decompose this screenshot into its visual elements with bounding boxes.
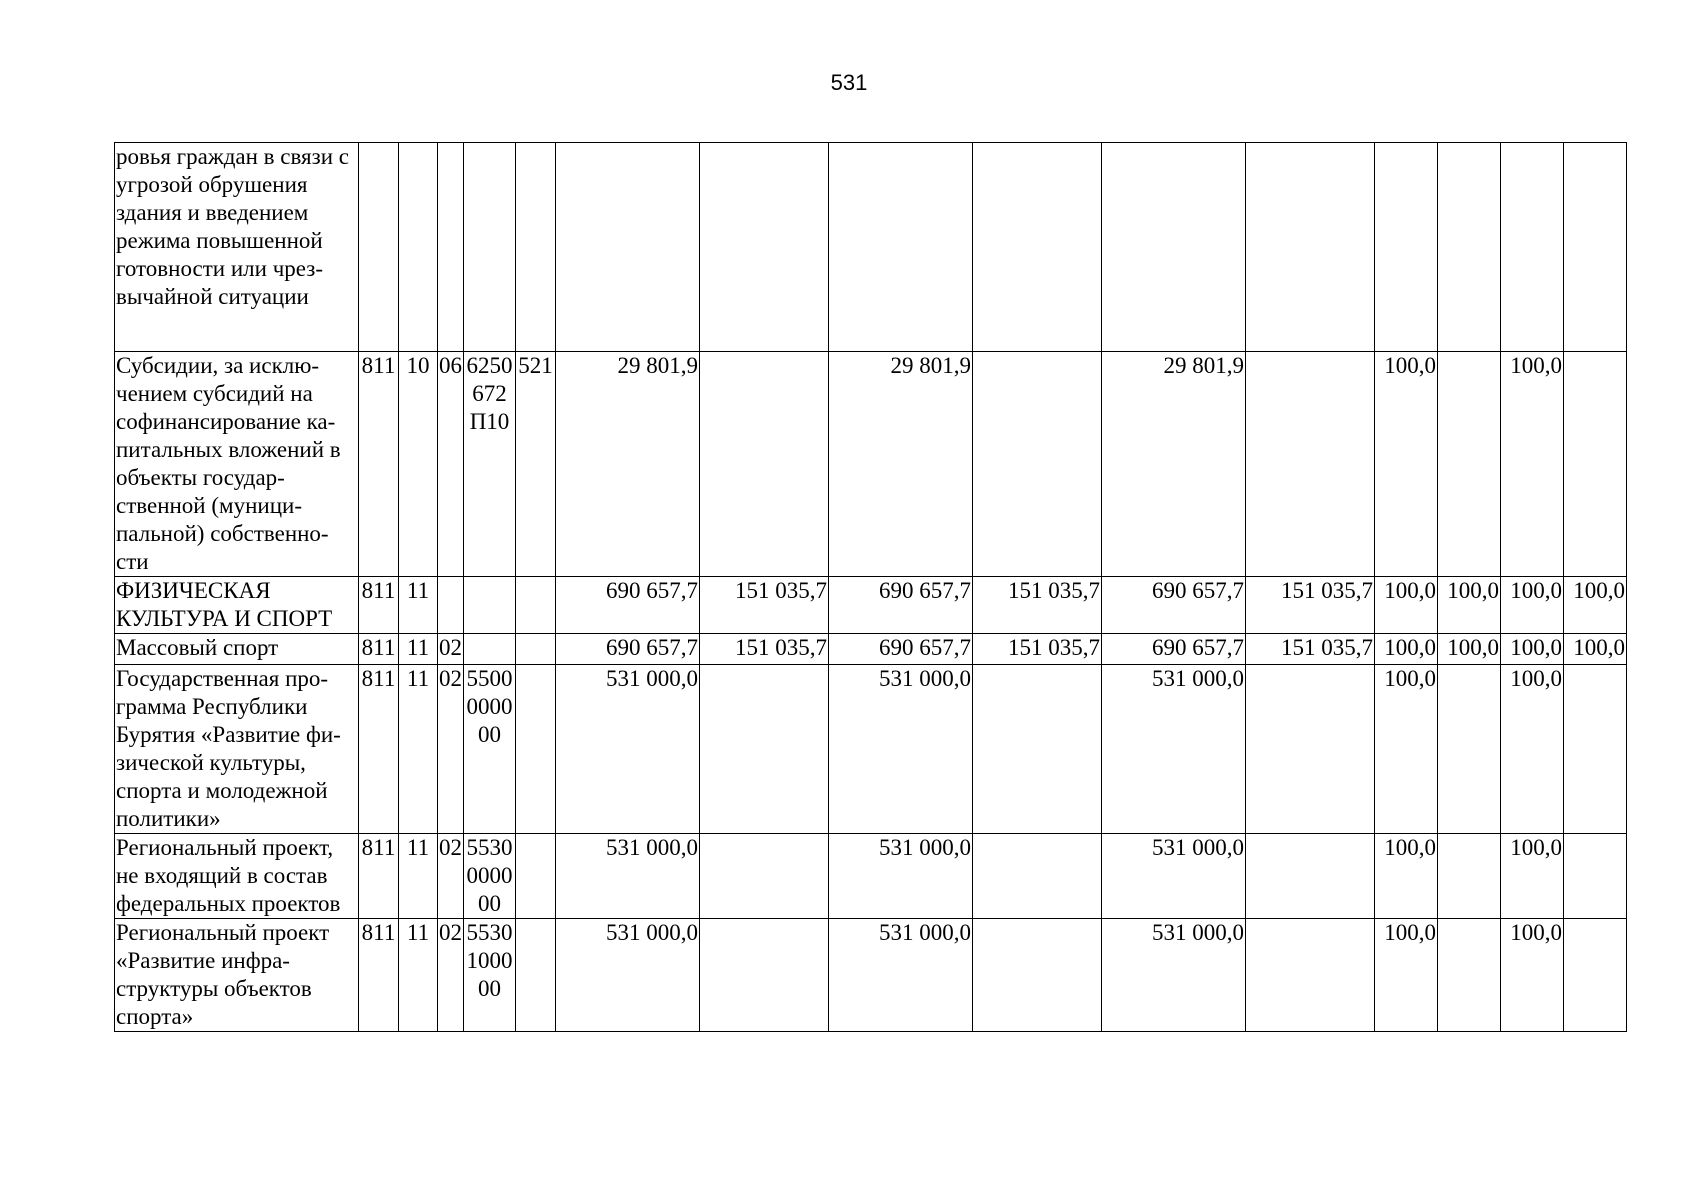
- row-name-cell: Государственная про-грамма Республики Бурятия «Развитие фи-зической культуры, спорта и молодежной политики»: [115, 665, 359, 834]
- executed-federal-cell: [1246, 665, 1375, 834]
- plan-federal-cell: [973, 919, 1102, 1032]
- expense-type-code-cell: [516, 665, 556, 834]
- target-item-code-cell: 6250672П10: [464, 352, 516, 577]
- target-item-code-cell: [464, 143, 516, 352]
- approved-total-cell: 531 000,0: [556, 665, 700, 834]
- percent-approved-total-cell: 100,0: [1375, 352, 1438, 577]
- section-code-cell: 11: [399, 665, 438, 834]
- row-name-cell: Региональный проект, не входящий в состав федеральных проектов: [115, 834, 359, 919]
- percent-plan-federal-cell: 100,0: [1564, 634, 1627, 665]
- percent-approved-total-cell: 100,0: [1375, 634, 1438, 665]
- section-code-cell: 10: [399, 352, 438, 577]
- approved-federal-cell: [700, 919, 829, 1032]
- plan-total-cell: [829, 143, 973, 352]
- expense-type-code-cell: 521: [516, 352, 556, 577]
- section-code-cell: 11: [399, 634, 438, 665]
- percent-plan-total-cell: 100,0: [1501, 634, 1564, 665]
- expense-type-code-cell: [516, 834, 556, 919]
- plan-federal-cell: [973, 143, 1102, 352]
- table-body: [115, 143, 1627, 1032]
- subsection-code-cell: [438, 577, 464, 634]
- expense-type-code-cell: [516, 143, 556, 352]
- table-row: [115, 143, 1627, 352]
- approved-federal-cell: [700, 834, 829, 919]
- plan-total-cell: 690 657,7: [829, 577, 973, 634]
- plan-total-cell: 531 000,0: [829, 919, 973, 1032]
- percent-approved-total-cell: 100,0: [1375, 834, 1438, 919]
- executed-federal-cell: [1246, 143, 1375, 352]
- percent-plan-federal-cell: [1564, 834, 1627, 919]
- executed-total-cell: [1102, 143, 1246, 352]
- percent-approved-federal-cell: [1438, 919, 1501, 1032]
- ministry-code-cell: 811: [359, 352, 399, 577]
- ministry-code-cell: 811: [359, 577, 399, 634]
- approved-federal-cell: [700, 352, 829, 577]
- percent-plan-total-cell: 100,0: [1501, 834, 1564, 919]
- expense-type-code-cell: [516, 919, 556, 1032]
- approved-total-cell: 690 657,7: [556, 577, 700, 634]
- expense-type-code-cell: [516, 634, 556, 665]
- plan-federal-cell: [973, 665, 1102, 834]
- approved-federal-cell: [700, 143, 829, 352]
- plan-federal-cell: [973, 834, 1102, 919]
- table-row: [115, 834, 1627, 919]
- table-row: [115, 352, 1627, 577]
- percent-plan-federal-cell: 100,0: [1564, 577, 1627, 634]
- ministry-code-cell: 811: [359, 665, 399, 834]
- expense-type-code-cell: [516, 577, 556, 634]
- percent-approved-total-cell: [1375, 143, 1438, 352]
- percent-approved-federal-cell: 100,0: [1438, 634, 1501, 665]
- plan-total-cell: 531 000,0: [829, 665, 973, 834]
- percent-plan-total-cell: 100,0: [1501, 352, 1564, 577]
- executed-federal-cell: 151 035,7: [1246, 577, 1375, 634]
- table-row: [115, 919, 1627, 1032]
- percent-approved-total-cell: 100,0: [1375, 665, 1438, 834]
- executed-total-cell: 531 000,0: [1102, 919, 1246, 1032]
- approved-total-cell: 531 000,0: [556, 919, 700, 1032]
- approved-total-cell: 690 657,7: [556, 634, 700, 665]
- page-number: 531: [830, 70, 868, 95]
- percent-plan-total-cell: 100,0: [1501, 577, 1564, 634]
- executed-federal-cell: [1246, 834, 1375, 919]
- executed-federal-cell: [1246, 919, 1375, 1032]
- section-code-cell: 11: [399, 919, 438, 1032]
- table-row: [115, 634, 1627, 665]
- row-name-cell: Массовый спорт: [115, 634, 359, 665]
- percent-plan-federal-cell: [1564, 919, 1627, 1032]
- subsection-code-cell: [438, 143, 464, 352]
- executed-total-cell: 690 657,7: [1102, 577, 1246, 634]
- target-item-code-cell: 5530100000: [464, 919, 516, 1032]
- ministry-code-cell: [359, 143, 399, 352]
- executed-total-cell: 690 657,7: [1102, 634, 1246, 665]
- section-code-cell: 11: [399, 834, 438, 919]
- percent-plan-total-cell: [1501, 143, 1564, 352]
- percent-plan-federal-cell: [1564, 352, 1627, 577]
- subsection-code-cell: 02: [438, 919, 464, 1032]
- executed-total-cell: 531 000,0: [1102, 834, 1246, 919]
- row-name-cell: ФИЗИЧЕСКАЯ КУЛЬТУРА И СПОРТ: [115, 577, 359, 634]
- executed-total-cell: 29 801,9: [1102, 352, 1246, 577]
- plan-total-cell: 29 801,9: [829, 352, 973, 577]
- ministry-code-cell: 811: [359, 634, 399, 665]
- table-row: [115, 577, 1627, 634]
- approved-total-cell: 29 801,9: [556, 352, 700, 577]
- percent-approved-total-cell: 100,0: [1375, 919, 1438, 1032]
- row-name-cell: Субсидии, за исклю-чением субсидий на софинансирование ка-питальных вложений в объекты государ-ственной (муници-пальной) собственно-сти: [115, 352, 359, 577]
- percent-plan-federal-cell: [1564, 665, 1627, 834]
- target-item-code-cell: 5530000000: [464, 834, 516, 919]
- section-code-cell: 11: [399, 577, 438, 634]
- approved-total-cell: [556, 143, 700, 352]
- section-code-cell: [399, 143, 438, 352]
- approved-total-cell: 531 000,0: [556, 834, 700, 919]
- plan-federal-cell: 151 035,7: [973, 577, 1102, 634]
- plan-total-cell: 690 657,7: [829, 634, 973, 665]
- target-item-code-cell: [464, 634, 516, 665]
- target-item-code-cell: 5500000000: [464, 665, 516, 834]
- executed-total-cell: 531 000,0: [1102, 665, 1246, 834]
- ministry-code-cell: 811: [359, 919, 399, 1032]
- table-row: [115, 665, 1627, 834]
- ministry-code-cell: 811: [359, 834, 399, 919]
- row-name-cell: Региональный проект «Развитие инфра-структуры объектов спорта»: [115, 919, 359, 1032]
- approved-federal-cell: [700, 665, 829, 834]
- plan-federal-cell: [973, 352, 1102, 577]
- subsection-code-cell: 02: [438, 834, 464, 919]
- subsection-code-cell: 06: [438, 352, 464, 577]
- percent-approved-federal-cell: [1438, 665, 1501, 834]
- plan-federal-cell: 151 035,7: [973, 634, 1102, 665]
- percent-plan-total-cell: 100,0: [1501, 919, 1564, 1032]
- percent-approved-federal-cell: 100,0: [1438, 577, 1501, 634]
- percent-approved-federal-cell: [1438, 143, 1501, 352]
- executed-federal-cell: [1246, 352, 1375, 577]
- approved-federal-cell: 151 035,7: [700, 634, 829, 665]
- percent-approved-federal-cell: [1438, 834, 1501, 919]
- subsection-code-cell: 02: [438, 665, 464, 834]
- row-name-cell: ровья граждан в связи с угрозой обрушения здания и введением режима повышенной готовности или чрез-вычайной ситуации: [115, 143, 359, 352]
- subsection-code-cell: 02: [438, 634, 464, 665]
- percent-approved-federal-cell: [1438, 352, 1501, 577]
- percent-approved-total-cell: 100,0: [1375, 577, 1438, 634]
- target-item-code-cell: [464, 577, 516, 634]
- plan-total-cell: 531 000,0: [829, 834, 973, 919]
- percent-plan-total-cell: 100,0: [1501, 665, 1564, 834]
- budget-table: [114, 142, 1627, 1032]
- executed-federal-cell: 151 035,7: [1246, 634, 1375, 665]
- approved-federal-cell: 151 035,7: [700, 577, 829, 634]
- percent-plan-federal-cell: [1564, 143, 1627, 352]
